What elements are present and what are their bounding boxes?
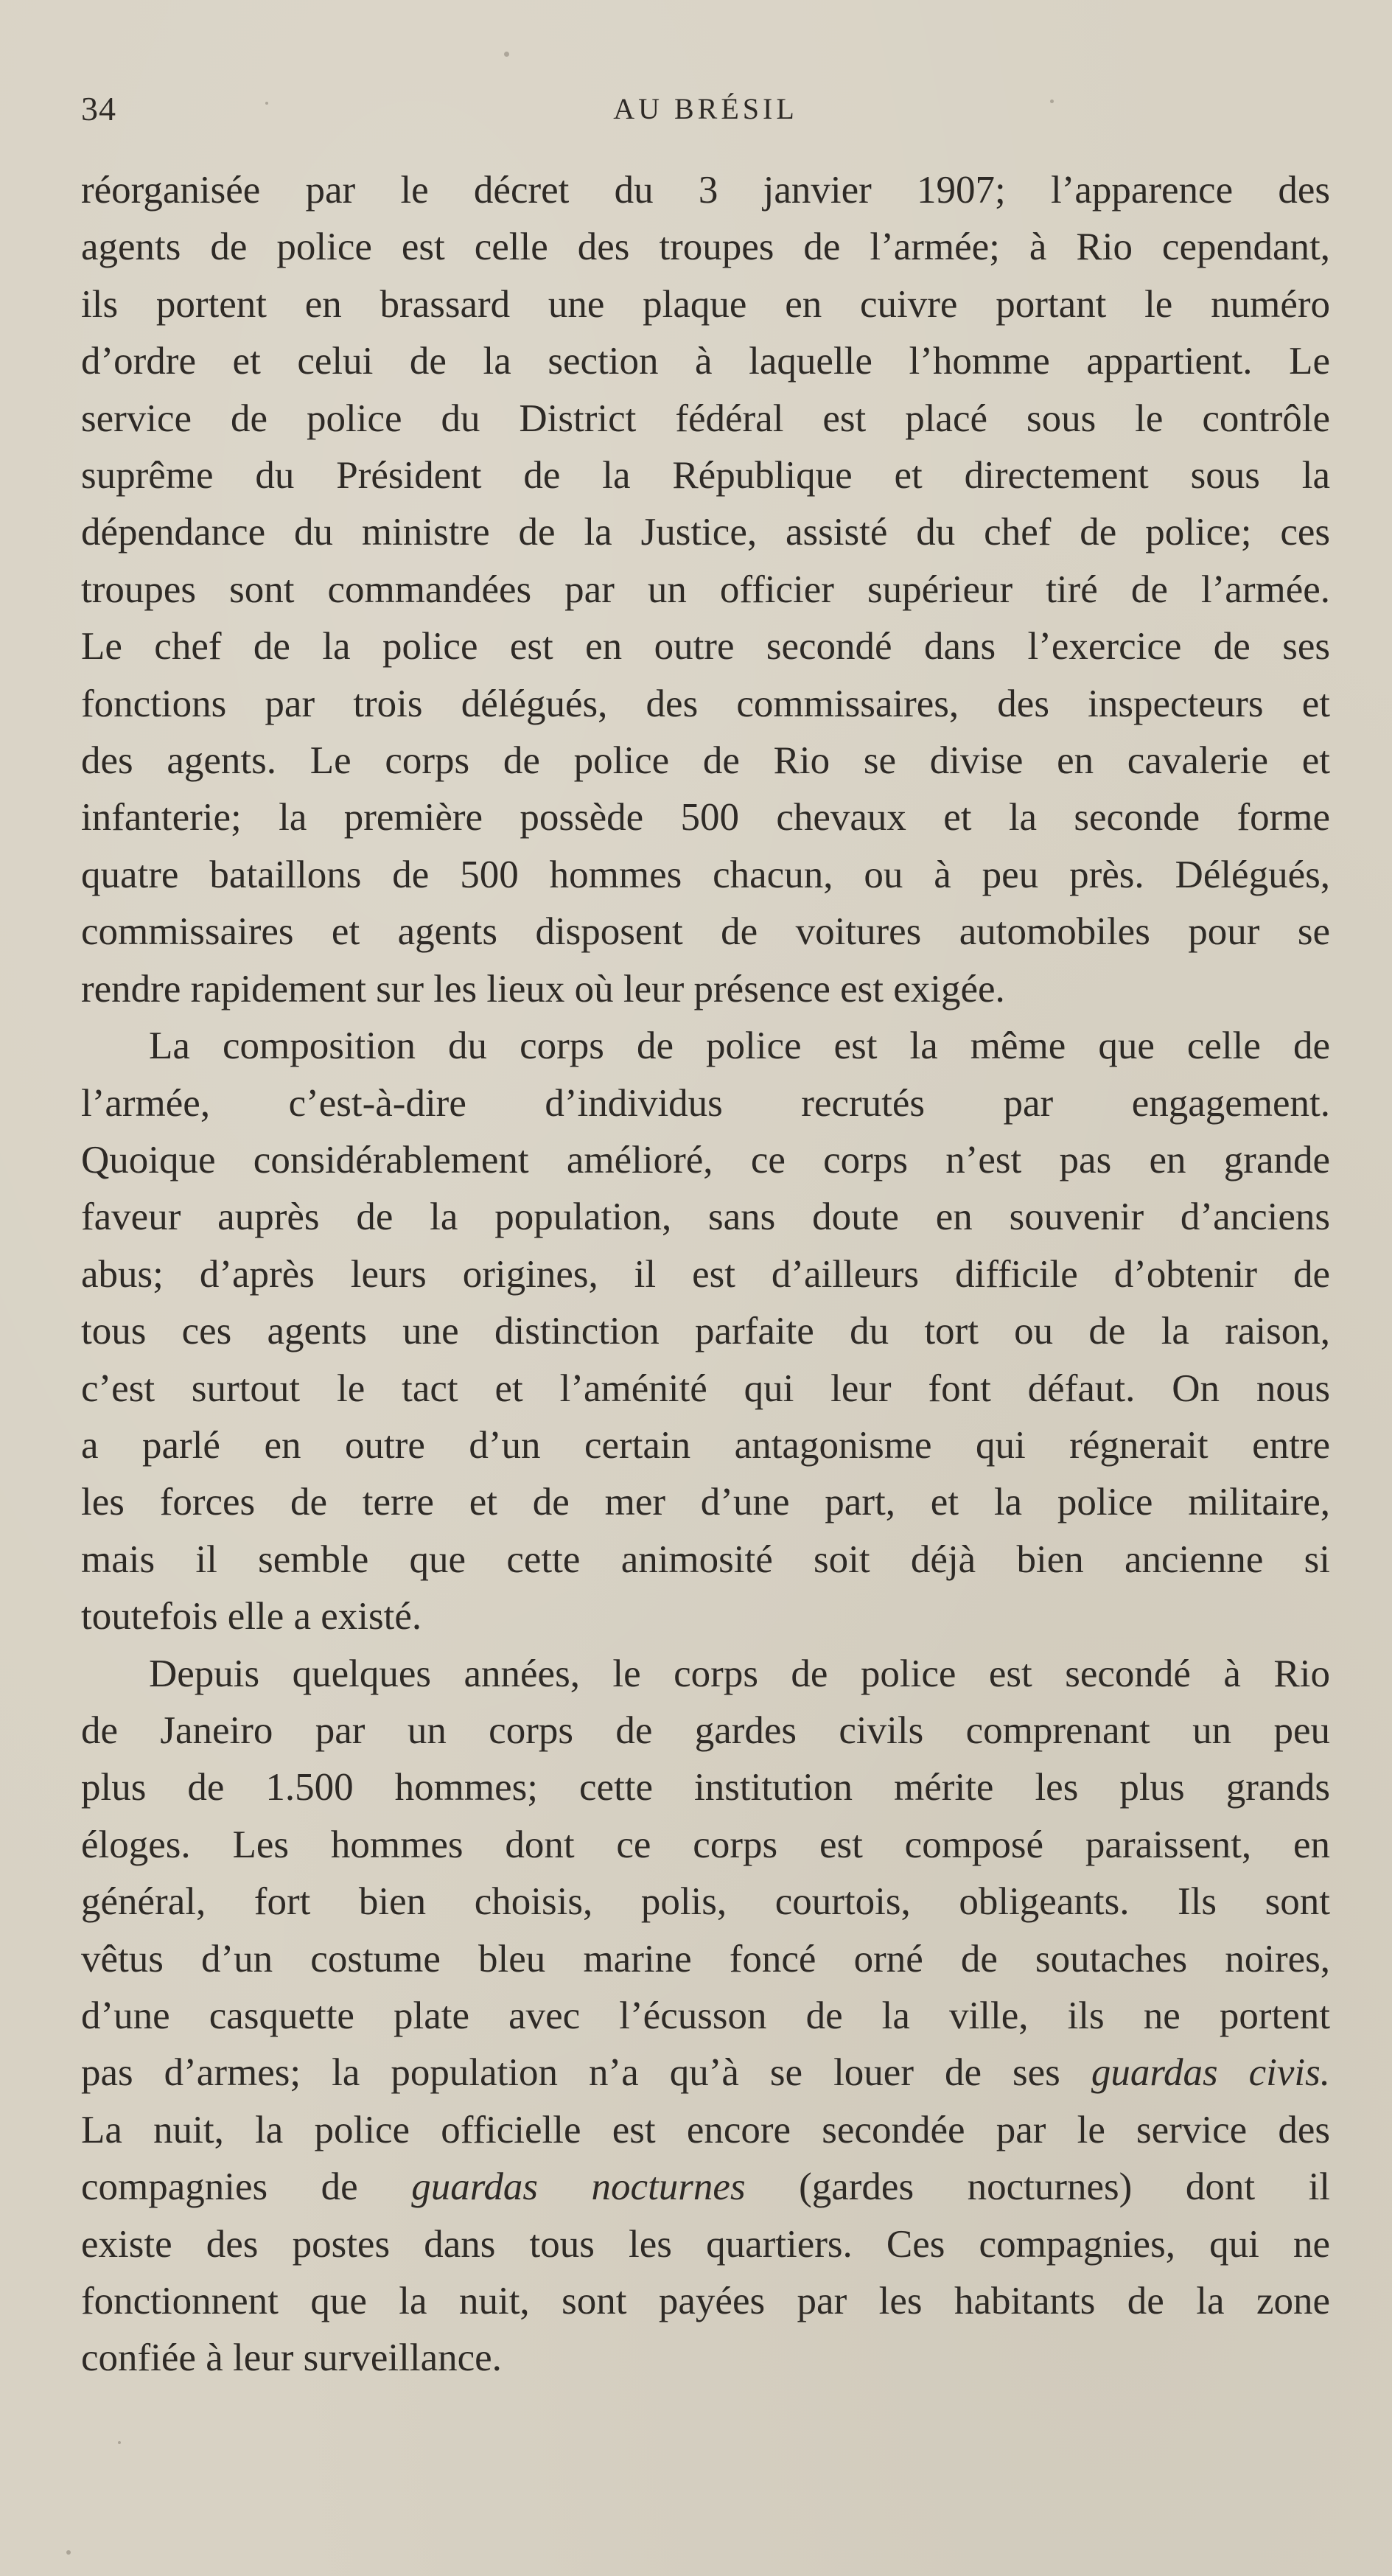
- text-line: mais il semble que cette animosité soit déjà bien ancienne si: [81, 1537, 1330, 1581]
- italic-term: guardas civis.: [1091, 2051, 1330, 2095]
- text-line: troupes sont commandées par un officier supérieur tiré de l’armée.: [81, 568, 1330, 611]
- text-line: ils portent en brassard une plaque en cuivre portant le numéro: [81, 282, 1330, 326]
- paper-speck: [118, 2441, 121, 2444]
- text-line: des agents. Le corps de police de Rio se divise en cavalerie et: [81, 739, 1330, 783]
- text-line: général, fort bien choisis, polis, courtois, obligeants. Ils sont: [81, 1880, 1330, 1924]
- text-line: de Janeiro par un corps de gardes civils comprenant un peu: [81, 1708, 1330, 1752]
- text-line: agents de police est celle des troupes de l’armée; à Rio cependant,: [81, 226, 1330, 269]
- text-line-segment: compagnies de: [81, 2165, 358, 2209]
- body-text: [81, 162, 1330, 2387]
- text-line: l’armée, c’est-à-dire d’individus recrutés par engagement.: [81, 1081, 1330, 1125]
- text-line: dépendance du ministre de la Justice, assisté du chef de police; ces: [81, 511, 1330, 554]
- text-line: faveur auprès de la population, sans doute en souvenir d’anciens: [81, 1195, 1330, 1239]
- text-line: éloges. Les hommes dont ce corps est composé paraissent, en: [81, 1823, 1330, 1866]
- text-line: [81, 2159, 1330, 2216]
- text-line: a parlé en outre d’un certain antagonisme qui régnerait entre: [81, 1423, 1330, 1467]
- paper-speck: [1050, 100, 1054, 103]
- text-line: commissaires et agents disposent de voitures automobiles pour se: [81, 910, 1330, 954]
- text-line: Quoique considérablement amélioré, ce corps n’est pas en grande: [81, 1138, 1330, 1181]
- text-line: fonctions par trois délégués, des commissaires, des inspecteurs et: [81, 682, 1330, 725]
- text-line: La nuit, la police officielle est encore secondée par le service des: [81, 2108, 1330, 2151]
- italic-term: guardas nocturnes: [411, 2165, 746, 2209]
- text-line: d’une casquette plate avec l’écusson de la ville, ils ne portent: [81, 1994, 1330, 2037]
- text-line: confiée à leur surveillance.: [81, 2336, 502, 2380]
- paper-speck: [504, 52, 509, 57]
- text-line: toutefois elle a existé.: [81, 1595, 422, 1638]
- text-line: vêtus d’un costume bleu marine foncé orné de soutaches noires,: [81, 1937, 1330, 1980]
- text-line: service de police du District fédéral est placé sous le contrôle: [81, 397, 1330, 440]
- text-line: rendre rapidement sur les lieux où leur présence est exigée.: [81, 967, 1005, 1010]
- paper-speck: [66, 2550, 71, 2555]
- text-line-segment: (gardes nocturnes) dont il: [799, 2165, 1331, 2209]
- text-line: réorganisée par le décret du 3 janvier 1907; l’apparence des: [81, 169, 1330, 212]
- text-line: plus de 1.500 hommes; cette institution mérite les plus grands: [81, 1766, 1330, 1809]
- text-line: Le chef de la police est en outre secondé dans l’exercice de ses: [81, 625, 1330, 669]
- text-line: existe des postes dans tous les quartiers. Ces compagnies, qui ne: [81, 2222, 1330, 2266]
- paper-speck: [265, 102, 268, 105]
- text-line: quatre bataillons de 500 hommes chacun, ou à peu près. Délégués,: [81, 853, 1330, 896]
- text-line-segment: pas d’armes; la population n’a qu’à se louer de ses: [81, 2051, 1060, 2095]
- text-line: c’est surtout le tact et l’aménité qui leur font défaut. On nous: [81, 1366, 1330, 1410]
- text-line: d’ordre et celui de la section à laquelle l’homme appartient. Le: [81, 340, 1330, 383]
- running-title: AU BRÉSIL: [613, 92, 798, 125]
- text-line: Depuis quelques années, le corps de police est secondé à Rio: [149, 1652, 1330, 1695]
- text-line: [81, 2045, 1330, 2101]
- text-line: infanterie; la première possède 500 chevaux et la seconde forme: [81, 796, 1330, 840]
- page-number: 34: [81, 90, 116, 128]
- text-line: La composition du corps de police est la même que celle de: [149, 1025, 1330, 1068]
- page-header: [81, 87, 1330, 131]
- text-line: suprême du Président de la République et directement sous la: [81, 454, 1330, 498]
- text-line: les forces de terre et de mer d’une part, et la police militaire,: [81, 1481, 1330, 1524]
- text-line: fonctionnent que la nuit, sont payées par les habitants de la zone: [81, 2280, 1330, 2323]
- text-line: abus; d’après leurs origines, il est d’ailleurs difficile d’obtenir de: [81, 1252, 1330, 1296]
- text-line: tous ces agents une distinction parfaite du tort ou de la raison,: [81, 1310, 1330, 1353]
